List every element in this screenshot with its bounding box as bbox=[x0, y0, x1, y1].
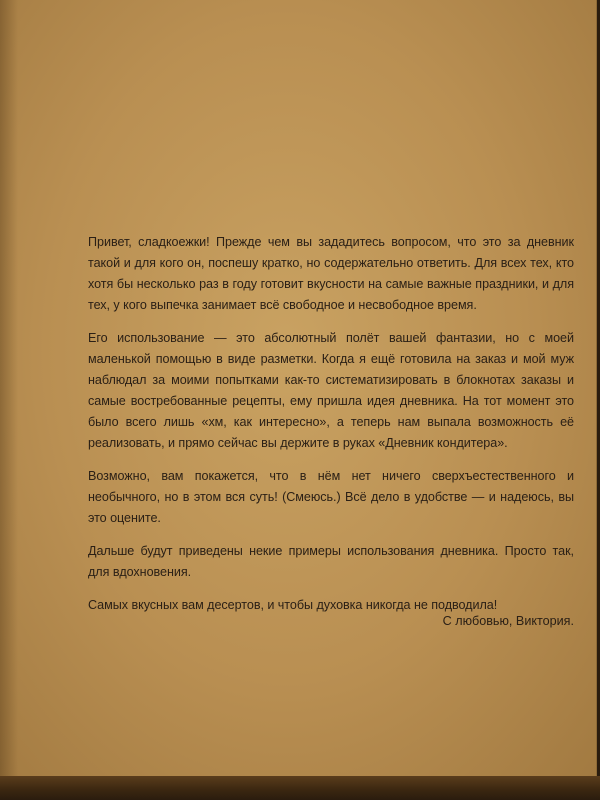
spine-shadow bbox=[0, 0, 18, 776]
signature: С любовью, Виктория. bbox=[442, 614, 574, 628]
paragraph-greeting: Привет, сладкоежки! Прежде чем вы зададитесь вопросом, что это за дневник такой и для кого он, поспешу кратко, но содержательно ответить. Для всех тех, кто хотя бы несколько раз в году готовит вкусности на самые важные праздники, и для тех, у кого выпечка занимает всё свободное и несвободное время. bbox=[88, 235, 574, 312]
paragraph-essence: Возможно, вам покажется, что в нём нет ничего сверхъестественного и необычного, но в этом вся суть! (Смеюсь.) Всё дело в удобстве — и надеюсь, вы это оцените. bbox=[88, 469, 574, 525]
paragraph-wishes: Самых вкусных вам десертов, и чтобы духовка никогда не подводила! bbox=[88, 598, 498, 612]
intro-text bbox=[88, 232, 574, 628]
paragraph-usage: Его использование — это абсолютный полёт вашей фантазии, но с моей маленькой помощью в виде разметки. Когда я ещё готовила на заказ и мой муж наблюдал за моими попытками как-то систематизировать в блокнотах заказы и самые востребованные рецепты, ему пришла идея дневника. На тот момент это было всего лишь «хм, как интересно», а теперь нам выпала возможность её реализовать, и прямо сейчас вы держите в руках «Дневник кондитера». bbox=[88, 331, 574, 450]
page-bottom-edge bbox=[0, 776, 600, 800]
paragraph-examples: Дальше будут приведены некие примеры использования дневника. Просто так, для вдохновения. bbox=[88, 544, 574, 579]
